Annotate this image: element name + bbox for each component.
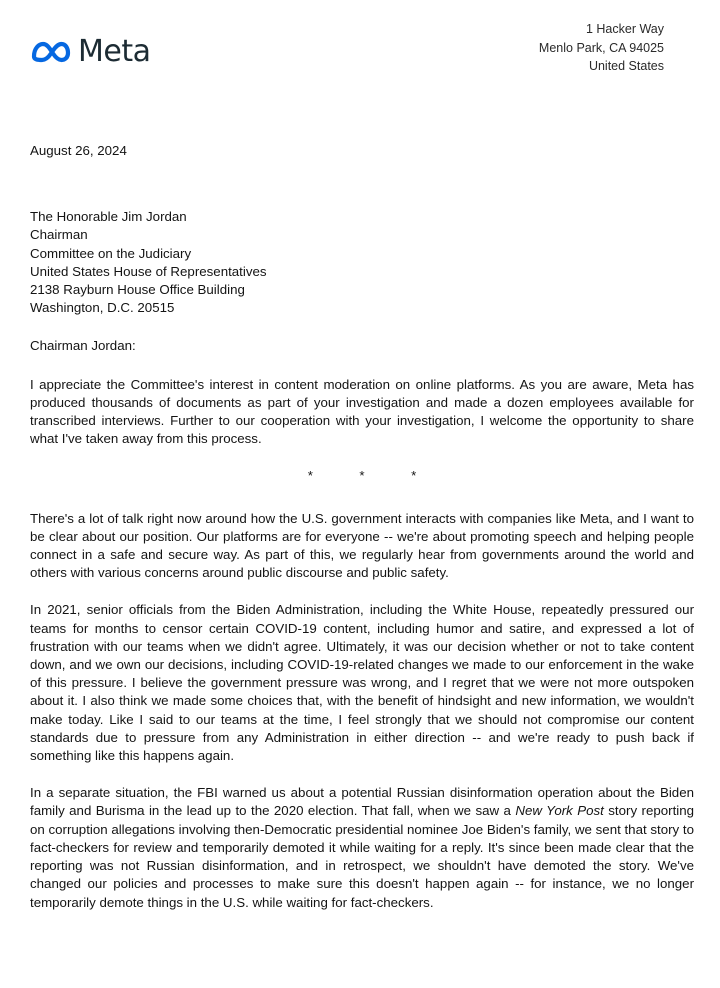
sender-address [539,20,664,76]
recipient-name: The Honorable Jim Jordan [30,209,187,225]
recipient-committee: Committee on the Judiciary [30,245,192,261]
section-separator [30,467,694,485]
separator-asterisk: * [307,468,313,484]
address-line-3: United States [588,59,664,73]
recipient-building: 2138 Rayburn House Office Building [30,282,245,298]
meta-logo [30,34,151,69]
recipient-block [30,208,694,317]
paragraph-4 [30,784,694,911]
meta-infinity-icon [30,40,72,64]
paragraph-1: I appreciate the Committee's interest in content moderation on online platforms. As you are aware, Meta has produced thousands of documents as part of your investigation and made a dozen employees available for transcribed interviews. Further to our cooperation with your investigation, I welcome the opportunity to share what I've taken away from this process. [30,376,694,447]
letter-body [30,142,694,931]
letter-date: August 26, 2024 [30,143,127,158]
separator-asterisk: * [411,468,417,484]
publication-name: New York Post [515,803,604,819]
paragraph-4-part-2: story reporting on corruption allegations involving then-Democratic presidential nominee Joe Biden's family, we sent that story to fact-checkers for review and temporarily demoted it while waiting for a reply. It's since been made clear that the reporting was not Russian disinformation, and in retrospect, we shouldn't have demoted the story. We've changed our policies and processes to make sure this doesn't happen again -- for instance, we no longer temporarily demote things in the U.S. while waiting for fact-checkers. [30,803,695,910]
paragraph-2: There's a lot of talk right now around how the U.S. government interacts with companies like Meta, and I want to be clear about our position. Our platforms are for everyone -- we're about promoting speech and helping people connect in a safe and secure way. As part of this, we regularly hear from governments around the world and others with various concerns around public discourse and public safety. [30,510,694,581]
paragraph-4-part-1: In a separate situation, the FBI warned us about a potential Russian disinformation operation about the Biden family and Burisma in the lead up to the 2020 election. That fall, when we saw a [30,785,694,819]
recipient-city: Washington, D.C. 20515 [30,300,175,316]
address-line-2: Menlo Park, CA 94025 [538,40,664,55]
paragraph-3: In 2021, senior officials from the Biden Administration, including the White House, repeatedly pressured our teams for months to censor certain COVID-19 content, including humor and satire, and expressed a lot of frustration with our teams when we didn't agree. Ultimately, it was our decision whether or not to take content down, and we own our decisions, including COVID-19-related changes we made to our enforcement in the wake of this pressure. I believe the government pressure was wrong, and I regret that we were not more outspoken about it. I also think we made some choices that, with the benefit of hindsight and new information, we wouldn't make today. Like I said to our teams at the time, I feel strongly that we should not compromise our content standards due to pressure from any Administration in either direction -- and we're ready to push back if something like this happens again. [30,602,694,764]
recipient-title: Chairman [30,227,88,243]
recipient-body: United States House of Representatives [30,263,267,279]
address-line-1: 1 Hacker Way [585,22,664,36]
separator-asterisk: * [359,468,365,484]
meta-wordmark: Meta [78,34,151,69]
salutation: Chairman Jordan: [30,338,136,354]
